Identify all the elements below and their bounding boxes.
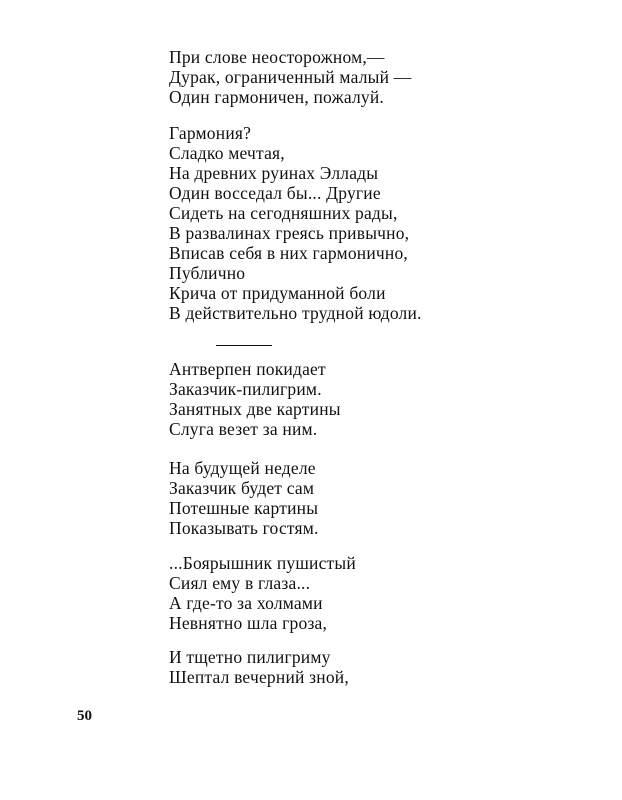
- stanza: [169, 647, 349, 687]
- poem-text: [169, 47, 589, 687]
- section-divider: [216, 345, 272, 346]
- poem-line: В действительно трудной юдоли.: [169, 303, 422, 323]
- poem-line: И тщетно пилигриму: [169, 647, 331, 667]
- poem-line: При слове неосторожном,—: [169, 47, 385, 67]
- poem-line: Антверпен покидает: [169, 359, 326, 379]
- poem-line: Заказчик-пилигрим.: [169, 379, 322, 399]
- poem-line: Сиял ему в глаза...: [169, 573, 311, 593]
- poem-line: Слуга везет за ним.: [169, 419, 318, 439]
- poem-line: Крича от придуманной боли: [169, 283, 386, 303]
- stanza: [169, 458, 319, 538]
- poem-line: Невнятно шла гроза,: [169, 613, 328, 633]
- stanza: [169, 123, 589, 323]
- poem-line: На будущей неделе: [169, 458, 316, 478]
- page-number: 50: [77, 708, 92, 724]
- poem-line: Показывать гостям.: [169, 518, 319, 538]
- poem-line: Сидеть на сегодняшних рады,: [169, 203, 398, 223]
- poem-line: На древних руинах Эллады: [169, 163, 379, 183]
- poem-line: В развалинах греясь привычно,: [169, 223, 410, 243]
- poem-line: А где-то за холмами: [169, 593, 323, 613]
- poem-line: Шептал вечерний зной,: [169, 667, 349, 687]
- poem-line: Занятных две картины: [169, 399, 341, 419]
- poem-line: ...Боярышник пушистый: [169, 553, 356, 573]
- stanza: [169, 359, 341, 439]
- poem-line: Потешные картины: [169, 498, 319, 518]
- poem-line: Один гармоничен, пожалуй.: [169, 87, 384, 107]
- poem-line: Один восседал бы... Другие: [169, 183, 381, 203]
- poem-line: Дурак, ограниченный малый —: [169, 67, 412, 87]
- poem-line: Сладко мечтая,: [169, 143, 285, 163]
- stanza: [169, 553, 356, 633]
- poem-line: Вписав себя в них гармонично,: [169, 243, 408, 263]
- stanza: [169, 47, 589, 107]
- poem-line: Публично: [169, 263, 246, 283]
- poem-line: Заказчик будет сам: [169, 478, 315, 498]
- poem-line: Гармония?: [169, 123, 252, 143]
